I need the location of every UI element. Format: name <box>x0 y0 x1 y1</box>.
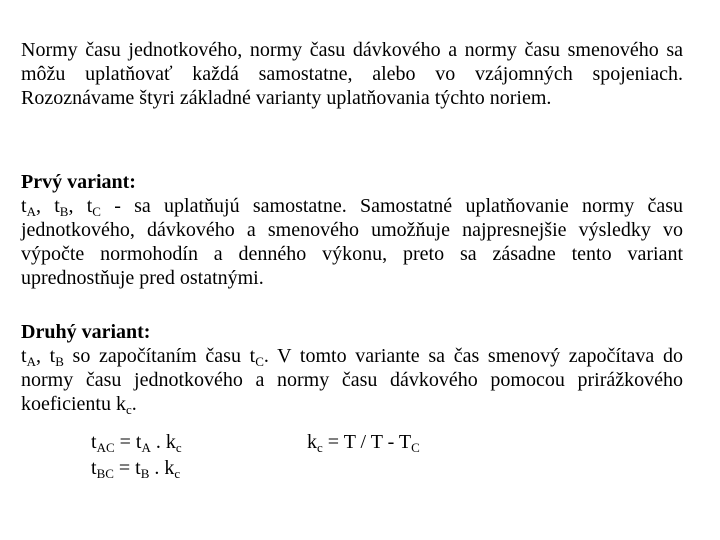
formula-tac: $t_{AC} = t_A$ . $k_c$ <box>91 431 182 455</box>
variant1-section <box>21 170 683 290</box>
intro-paragraph <box>21 38 683 110</box>
variant1-body: $t_A$, $t_B$, $t_C$ - sa uplatňujú samostatne. Samostatné uplatňovanie normy času jednotkového, dávkového a smenového umožňuje najpresnejšie výsledky vo výpočte normohodín a denného výkonu, preto sa zásadne tento variant uprednostňuje pred ostatnými. <box>21 195 684 289</box>
variant1-heading: Prvý variant: <box>21 171 136 193</box>
variant2-section <box>21 320 683 416</box>
formula-tbc: $t_{BC} = t_B$ . $k_c$ <box>91 457 181 481</box>
intro-text: Normy času jednotkového, normy času dávkového a normy času smenového sa môžu uplatňovať každá samostatne, alebo vo vzájomných spojeniach. Rozoznávame štyri základné varianty uplatňovania týchto noriem. <box>21 39 683 109</box>
variant2-heading: Druhý variant: <box>21 321 151 343</box>
variant2-body: $t_A$, $t_B$ so započítaním času $t_C$. V tomto variante sa čas smenový započítava do normy času jednotkového a normy času dávkového pomocou prirážkového koeficientu $k_c$. <box>21 345 683 417</box>
formula-kc: $k_c = T / T - T_C$ <box>307 431 420 455</box>
